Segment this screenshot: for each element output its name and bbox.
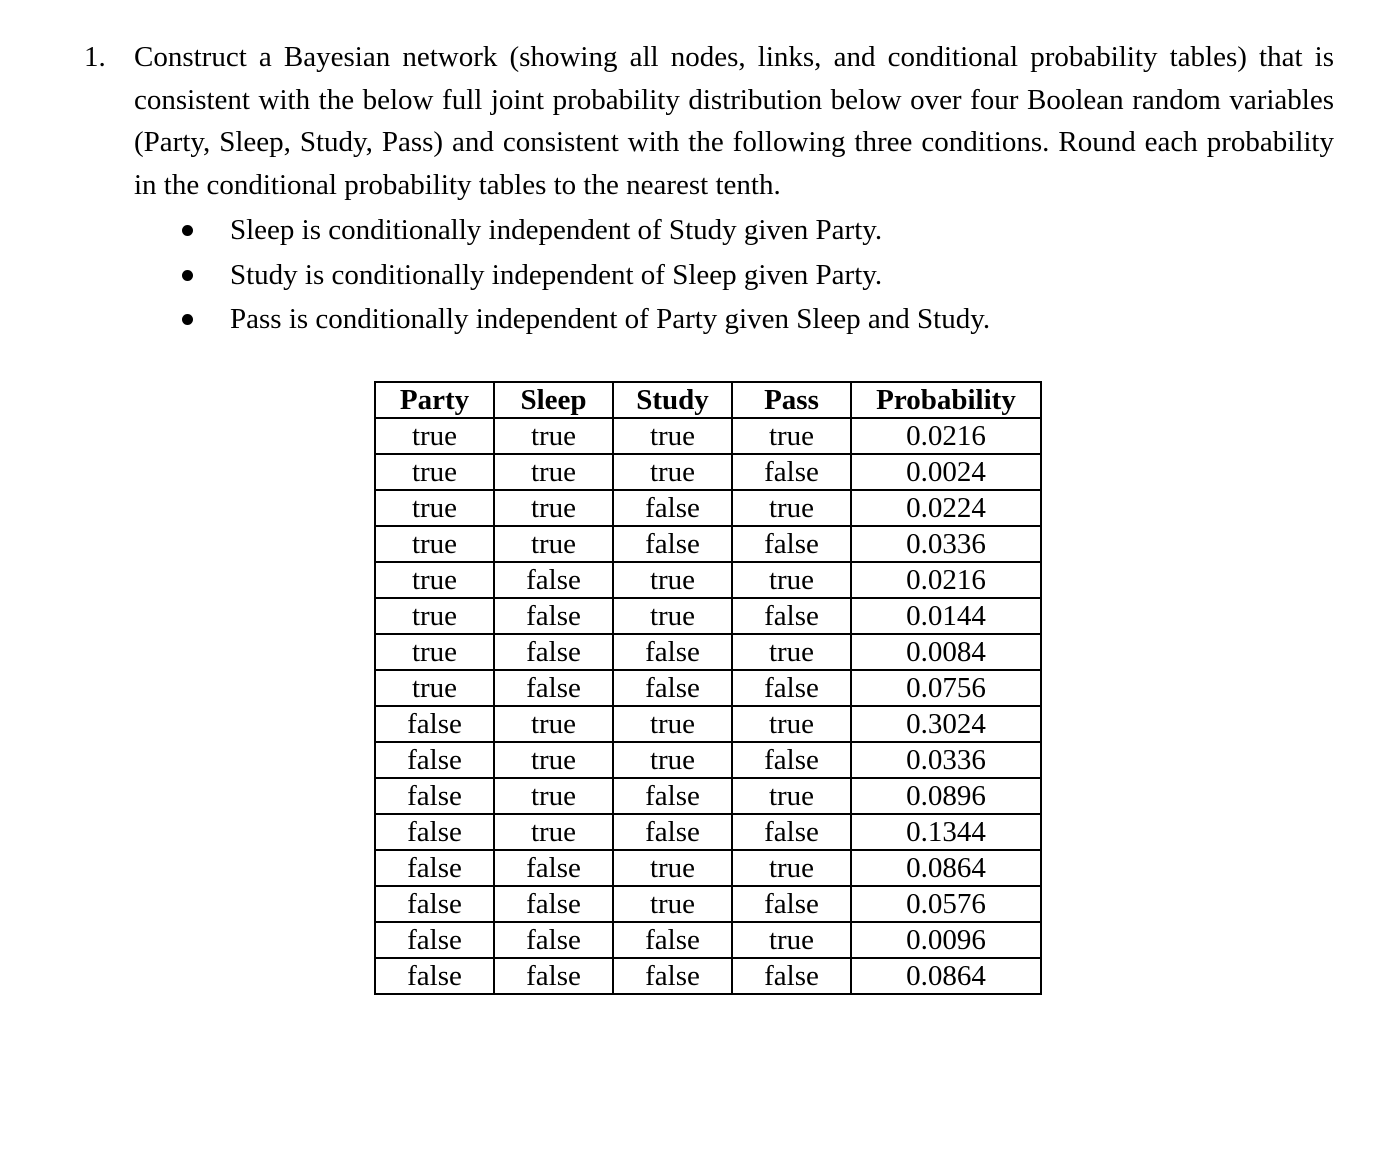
cell-pass: true: [732, 418, 851, 454]
condition-text: Pass is conditionally independent of Party given Sleep and Study.: [230, 303, 991, 335]
table-row: [375, 706, 1041, 742]
cell-study: false: [613, 670, 732, 706]
cell-probability: 0.3024: [851, 706, 1041, 742]
cell-party: false: [375, 814, 494, 850]
table-row: [375, 814, 1041, 850]
cell-probability: 0.0756: [851, 670, 1041, 706]
cell-party: false: [375, 850, 494, 886]
cell-pass: false: [732, 886, 851, 922]
conditions-list: [168, 208, 990, 342]
cell-sleep: true: [494, 454, 613, 490]
condition-text: Sleep is conditionally independent of Study given Party.: [230, 214, 883, 246]
cell-probability: 0.0216: [851, 418, 1041, 454]
cell-study: true: [613, 562, 732, 598]
cell-probability: 0.0096: [851, 922, 1041, 958]
table-body: [375, 418, 1041, 994]
cell-pass: false: [732, 454, 851, 490]
question-number: 1.: [84, 41, 106, 73]
cell-study: true: [613, 886, 732, 922]
question-text: Construct a Bayesian network (showing all nodes, links, and conditional probability tables) that is consistent with the below full joint probability distribution below over four Boolean random variables (Party, Sleep, Study, Pass) and consistent with the following three conditions. Round each probability in the conditional probability tables to the nearest tenth.: [134, 41, 1334, 201]
joint-probability-table: [374, 381, 1042, 995]
cell-probability: 0.0336: [851, 742, 1041, 778]
cell-pass: true: [732, 850, 851, 886]
cell-sleep: false: [494, 886, 613, 922]
cell-study: true: [613, 850, 732, 886]
cell-study: true: [613, 598, 732, 634]
cell-pass: true: [732, 778, 851, 814]
table-header-row: [375, 382, 1041, 418]
cell-study: false: [613, 922, 732, 958]
bullet-icon: [182, 314, 193, 325]
table-row: [375, 598, 1041, 634]
cell-party: true: [375, 418, 494, 454]
cell-sleep: false: [494, 562, 613, 598]
cell-party: true: [375, 598, 494, 634]
cell-sleep: true: [494, 706, 613, 742]
cell-probability: 0.0336: [851, 526, 1041, 562]
table-row: [375, 850, 1041, 886]
cell-study: true: [613, 706, 732, 742]
cell-study: false: [613, 814, 732, 850]
cell-pass: true: [732, 922, 851, 958]
cell-sleep: false: [494, 850, 613, 886]
cell-study: true: [613, 418, 732, 454]
cell-probability: 0.0144: [851, 598, 1041, 634]
cell-sleep: false: [494, 958, 613, 994]
table-row: [375, 670, 1041, 706]
bullet-icon: [182, 270, 193, 281]
cell-study: false: [613, 778, 732, 814]
table-row: [375, 562, 1041, 598]
cell-party: true: [375, 454, 494, 490]
cell-study: true: [613, 454, 732, 490]
cell-pass: false: [732, 526, 851, 562]
cell-probability: 0.0216: [851, 562, 1041, 598]
cell-sleep: false: [494, 922, 613, 958]
cell-sleep: true: [494, 742, 613, 778]
table-row: [375, 958, 1041, 994]
cell-sleep: false: [494, 670, 613, 706]
header-probability: Probability: [851, 382, 1041, 418]
cell-probability: 0.0084: [851, 634, 1041, 670]
table-row: [375, 742, 1041, 778]
cell-sleep: true: [494, 778, 613, 814]
cell-pass: true: [732, 634, 851, 670]
cell-study: true: [613, 742, 732, 778]
cell-party: false: [375, 706, 494, 742]
cell-party: true: [375, 634, 494, 670]
table-row: [375, 418, 1041, 454]
cell-study: false: [613, 490, 732, 526]
cell-party: true: [375, 562, 494, 598]
cell-pass: true: [732, 562, 851, 598]
condition-item: [168, 253, 990, 298]
cell-pass: true: [732, 490, 851, 526]
cell-study: false: [613, 958, 732, 994]
cell-probability: 0.1344: [851, 814, 1041, 850]
cell-sleep: true: [494, 814, 613, 850]
table-row: [375, 634, 1041, 670]
cell-sleep: true: [494, 490, 613, 526]
header-sleep: Sleep: [494, 382, 613, 418]
cell-sleep: true: [494, 418, 613, 454]
cell-sleep: true: [494, 526, 613, 562]
cell-pass: false: [732, 814, 851, 850]
bullet-icon: [182, 225, 193, 236]
cell-pass: false: [732, 958, 851, 994]
table-row: [375, 922, 1041, 958]
cell-probability: 0.0864: [851, 958, 1041, 994]
cell-sleep: false: [494, 598, 613, 634]
table-row: [375, 490, 1041, 526]
cell-sleep: false: [494, 634, 613, 670]
cell-pass: false: [732, 670, 851, 706]
table-row: [375, 454, 1041, 490]
cell-party: false: [375, 742, 494, 778]
cell-party: false: [375, 922, 494, 958]
cell-party: true: [375, 490, 494, 526]
cell-party: false: [375, 886, 494, 922]
cell-party: false: [375, 958, 494, 994]
condition-text: Study is conditionally independent of Sleep given Party.: [230, 258, 883, 291]
cell-party: false: [375, 778, 494, 814]
cell-party: true: [375, 526, 494, 562]
header-study: Study: [613, 382, 732, 418]
cell-probability: 0.0896: [851, 778, 1041, 814]
header-party: Party: [375, 382, 494, 418]
table-row: [375, 526, 1041, 562]
cell-study: false: [613, 526, 732, 562]
condition-item: [168, 297, 990, 342]
cell-probability: 0.0864: [851, 850, 1041, 886]
condition-item: [168, 208, 990, 253]
header-pass: Pass: [732, 382, 851, 418]
cell-pass: false: [732, 742, 851, 778]
cell-pass: false: [732, 598, 851, 634]
table-row: [375, 886, 1041, 922]
cell-probability: 0.0224: [851, 490, 1041, 526]
cell-probability: 0.0576: [851, 886, 1041, 922]
table-row: [375, 778, 1041, 814]
cell-party: true: [375, 670, 494, 706]
cell-pass: true: [732, 706, 851, 742]
cell-study: false: [613, 634, 732, 670]
cell-probability: 0.0024: [851, 454, 1041, 490]
